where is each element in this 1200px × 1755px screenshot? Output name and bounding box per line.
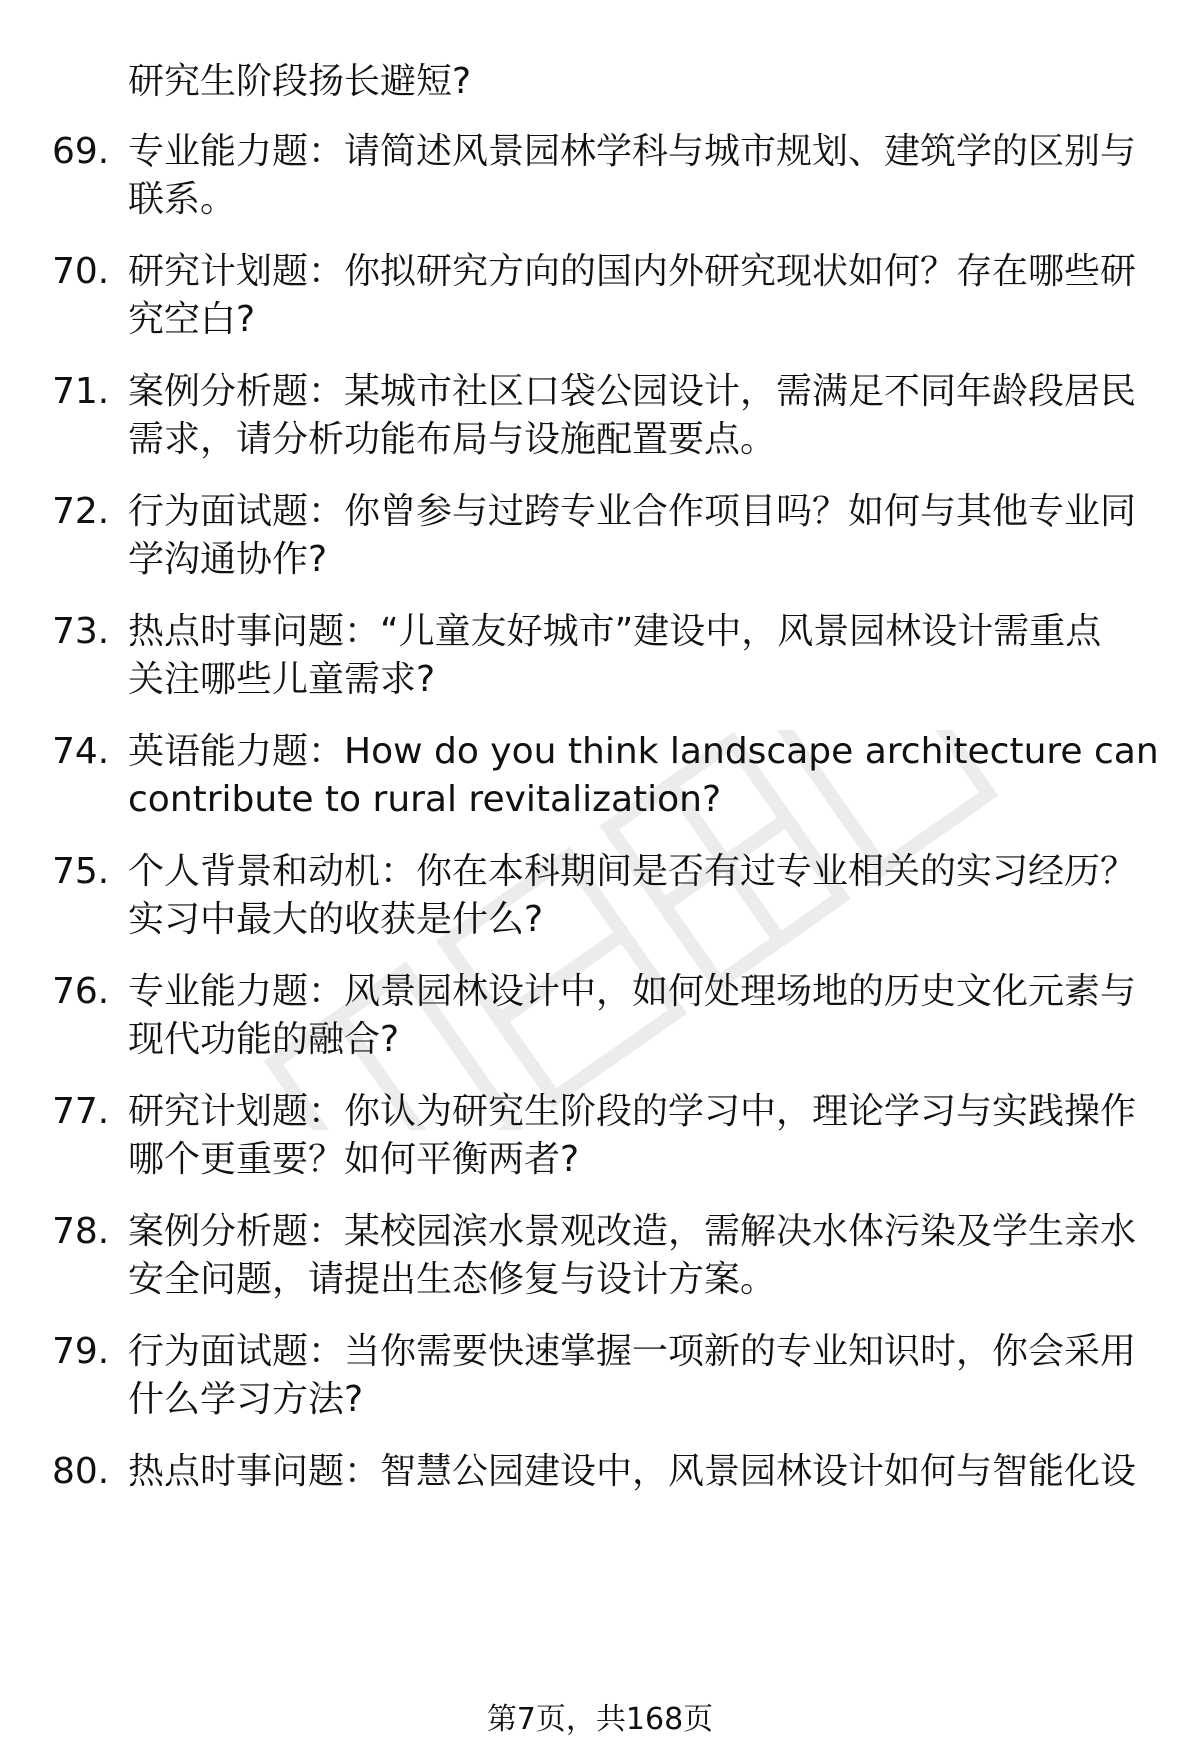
question-line: 实习中最大的收获是什么? [128,899,544,940]
question-text [128,368,1148,464]
continuation-line: 研究生阶段扬长避短? [128,61,472,102]
question-number: 69. [52,131,110,172]
question-line: 热点时事问题：“儿童友好城市”建设中，风景园林设计需重点 [128,611,1102,652]
question-text [128,1328,1148,1424]
question-line: 现代功能的融合? [128,1019,400,1060]
question-text [128,968,1148,1064]
question-text [128,1208,1148,1304]
question-number: 77. [52,1091,110,1132]
question-line: 案例分析题：某城市社区口袋公园设计，需满足不同年龄段居民 [128,371,1137,412]
question-line: 专业能力题：请简述风景园林学科与城市规划、建筑学的区别与 [128,131,1137,172]
question-line: 研究计划题：你拟研究方向的国内外研究现状如何？存在哪些研 [128,251,1137,292]
question-line: 热点时事问题：智慧公园建设中，风景园林设计如何与智能化设 [128,1451,1137,1492]
question-number: 78. [52,1211,110,1252]
question-line: 究空白? [128,299,256,340]
question-line: 行为面试题：你曾参与过跨专业合作项目吗？如何与其他专业同 [128,491,1137,532]
question-line: contribute to rural revitalization? [128,779,722,820]
question-line: 案例分析题：某校园滨水景观改造，需解决水体污染及学生亲水 [128,1211,1137,1252]
page-footer: 第7页，共168页 [486,1702,714,1737]
question-line: 英语能力题：How do you think landscape architecture can [128,731,1159,772]
question-number: 74. [52,731,110,772]
question-text [128,1448,1148,1496]
question-number: 80. [52,1451,110,1492]
question-text [128,608,1148,704]
question-number: 71. [52,371,110,412]
question-line: 行为面试题：当你需要快速掌握一项新的专业知识时，你会采用 [128,1331,1137,1372]
question-number: 76. [52,971,110,1012]
question-number: 72. [52,491,110,532]
question-line: 什么学习方法? [128,1379,364,1420]
question-number: 73. [52,611,110,652]
question-number: 70. [52,251,110,292]
question-line: 学沟通协作? [128,539,328,580]
question-number: 75. [52,851,110,892]
question-text [128,488,1148,584]
question-text [128,848,1148,944]
question-line: 哪个更重要？如何平衡两者? [128,1139,580,1180]
question-number: 79. [52,1331,110,1372]
question-line: 安全问题，请提出生态修复与设计方案。 [128,1259,777,1300]
question-text [128,248,1148,344]
question-text [128,1088,1148,1184]
question-line: 专业能力题：风景园林设计中，如何处理场地的历史文化元素与 [128,971,1137,1012]
question-line: 联系。 [128,179,237,220]
question-line: 关注哪些儿童需求? [128,659,436,700]
question-text [128,728,1159,824]
question-line: 研究计划题：你认为研究生阶段的学习中，理论学习与实践操作 [128,1091,1137,1132]
question-text [128,128,1148,224]
question-line: 需求，请分析功能布局与设施配置要点。 [128,419,777,460]
question-line: 个人背景和动机：你在本科期间是否有过专业相关的实习经历？ [128,851,1137,892]
